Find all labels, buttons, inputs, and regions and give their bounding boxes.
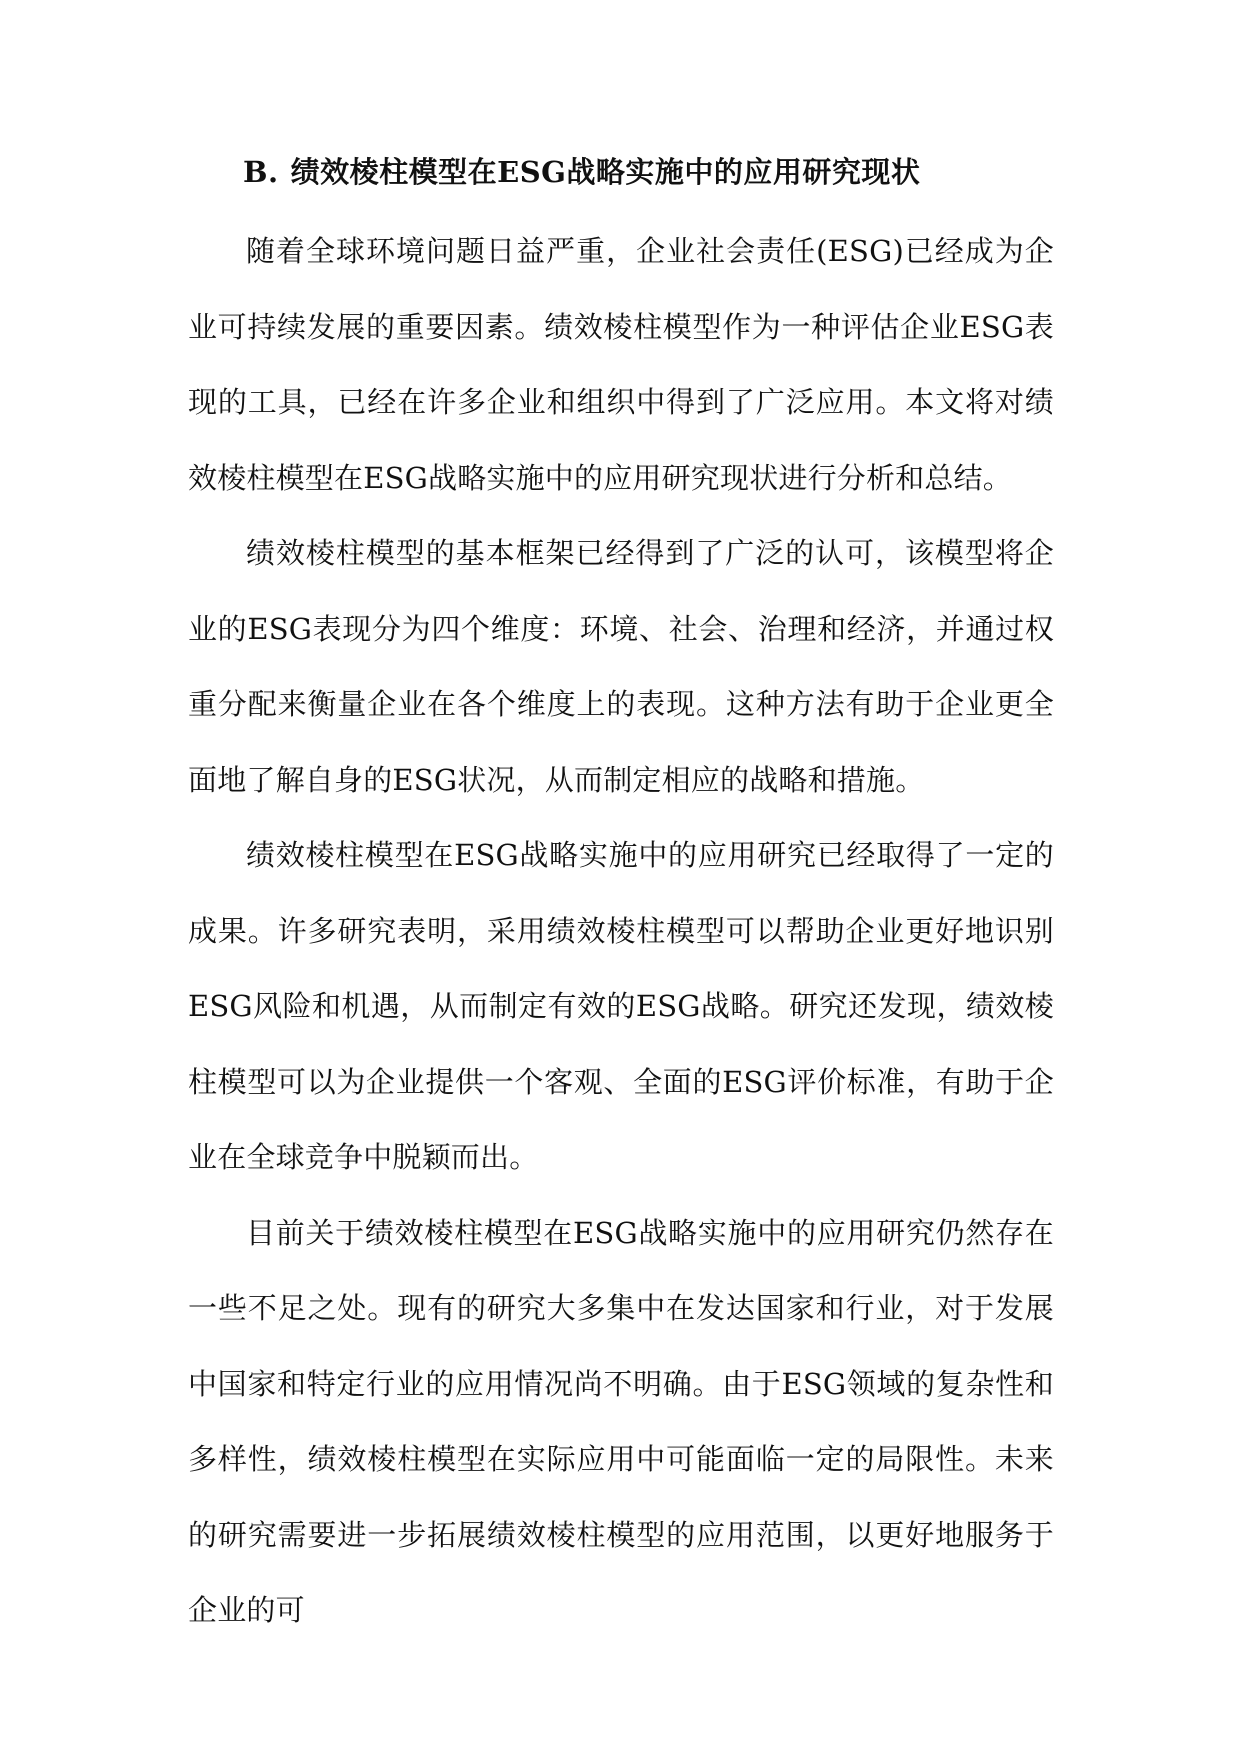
paragraph-esg-context: 随着全球环境问题日益严重，企业社会责任(ESG)已经成为企业可持续发展的重要因素。绩效棱柱模型作为一种评估企业ESG表现的工具，已经在许多企业和组织中得到了广泛应用。本文将对绩效棱柱模型在ESG战略实施中的应用研究现状进行分析和总结。 [188,234,1054,495]
section-title: 绩效棱柱模型在ESG战略实施中的应用研究现状 [290,155,921,189]
paragraph-model-framework: 绩效棱柱模型的基本框架已经得到了广泛的认可，该模型将企业的ESG表现分为四个维度：环境、社会、治理和经济，并通过权重分配来衡量企业在各个维度上的表现。这种方法有助于企业更全面地了解自身的ESG状况，从而制定相应的战略和措施。 [188,536,1054,797]
section-number: B. [243,155,279,189]
document-body [188,214,1054,1649]
paragraph-research-results: 绩效棱柱模型在ESG战略实施中的应用研究已经取得了一定的成果。许多研究表明，采用绩效棱柱模型可以帮助企业更好地识别ESG风险和机遇，从而制定有效的ESG战略。研究还发现，绩效棱柱模型可以为企业提供一个客观、全面的ESG评价标准，有助于企业在全球竞争中脱颖而出。 [188,838,1054,1174]
section-heading [243,150,1103,194]
paragraph-research-limitations: 目前关于绩效棱柱模型在ESG战略实施中的应用研究仍然存在一些不足之处。现有的研究大多集中在发达国家和行业，对于发展中国家和特定行业的应用情况尚不明确。由于ESG领域的复杂性和多样性，绩效棱柱模型在实际应用中可能面临一定的局限性。未来的研究需要进一步拓展绩效棱柱模型的应用范围，以更好地服务于企业的可 [188,1215,1054,1627]
